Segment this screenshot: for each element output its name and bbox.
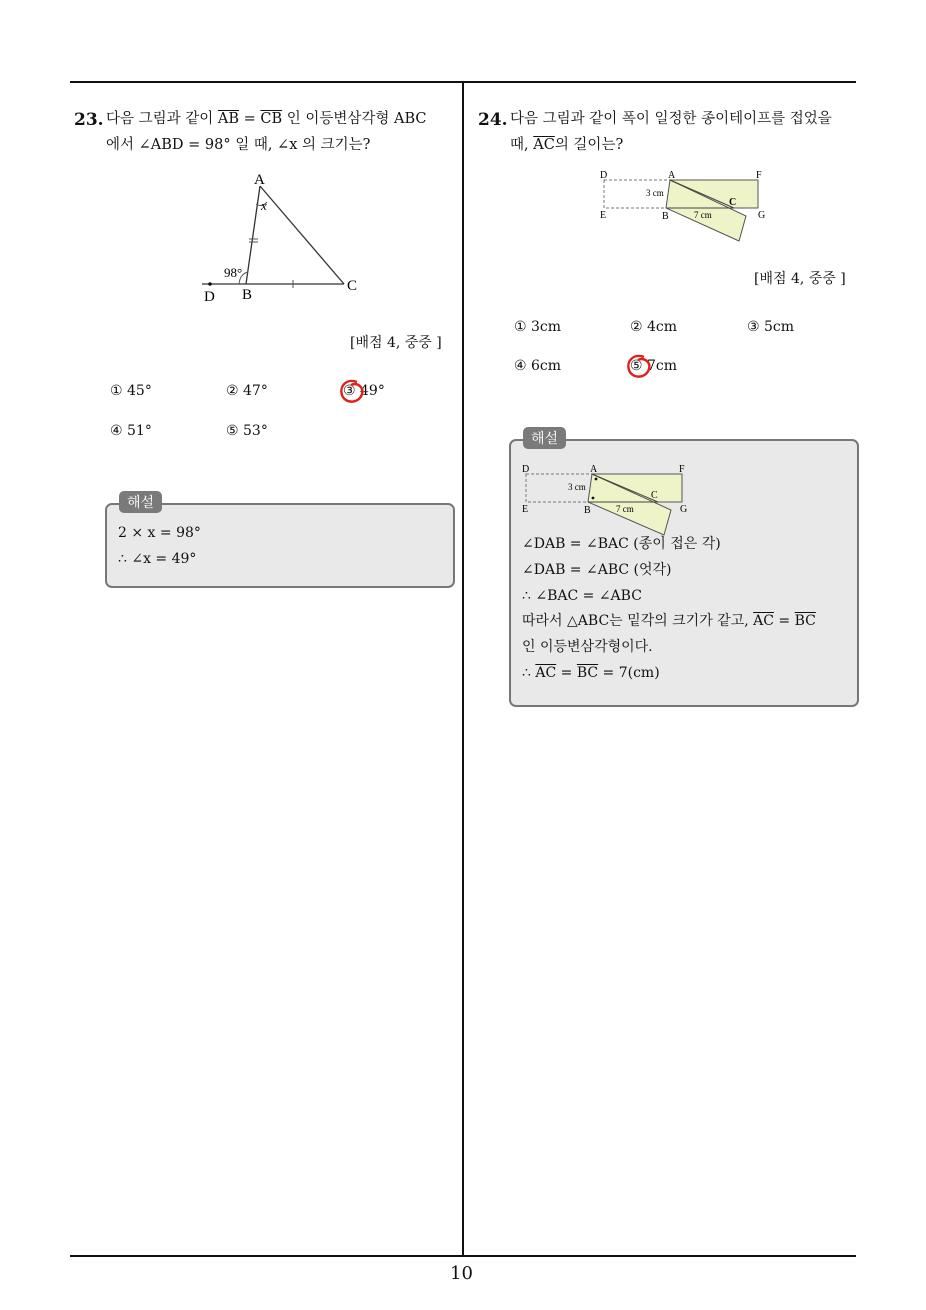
q24-label-g: G	[758, 210, 766, 221]
q23-segment-ab: $\overline{AB}$	[217, 111, 240, 127]
q24-solution-line2: ∠DAB = ∠ABC (엇각)	[522, 562, 672, 578]
q24-stem-line1: 다음 그림과 같이 폭이 일정한 종이테이프를 접었을	[510, 111, 832, 127]
q24-sol6-therefore: ∴	[522, 665, 536, 681]
q23-choice-1[interactable]: ① 45°	[110, 383, 152, 399]
q24-solution-line5: 인 이등변삼각형이다.	[522, 639, 653, 655]
q24-solution-figure	[518, 460, 698, 540]
q23-text-b: 인 이등변삼각형 ABC	[282, 111, 427, 127]
q24-solution-line6	[522, 660, 660, 686]
q23-side-ac	[260, 186, 344, 284]
q24-sol6-eq: =	[556, 665, 577, 681]
q24-label-a: A	[668, 170, 676, 181]
q24s-label-7cm: 7 cm	[616, 504, 634, 514]
q24-choice-3[interactable]: ③ 5cm	[747, 319, 795, 335]
column-divider	[462, 81, 464, 1257]
q23-label-x: x	[261, 198, 267, 213]
page-number: 10	[450, 1263, 473, 1284]
bottom-rule	[70, 1255, 856, 1257]
q24-label-e: E	[600, 210, 607, 221]
q23-number: 23.	[74, 110, 104, 130]
q24-score: [배점 4, 중중 ]	[754, 271, 846, 287]
q24s-label-a: A	[590, 464, 598, 475]
q23-stem-line1	[106, 106, 427, 133]
q24-tape-figure	[596, 166, 776, 246]
q24-text-a: 때,	[510, 137, 534, 153]
q24-sol4-seg-ac: $\overline{AC}$	[753, 613, 774, 629]
q24s-label-3cm: 3 cm	[568, 482, 586, 492]
q24s-angle-dot-a	[595, 478, 598, 481]
q23-stem-line2: 에서 ∠ABD = 98° 일 때, ∠x 의 크기는?	[106, 137, 371, 153]
q24-label-7cm: 7 cm	[694, 210, 712, 220]
q24-solution-tag: 해설	[523, 427, 566, 449]
q24s-label-c: C	[651, 490, 658, 501]
q23-solution-line2: ∴ ∠x = 49°	[118, 551, 197, 567]
q24s-angle-dot-b	[592, 497, 595, 500]
q23-choice-2[interactable]: ② 47°	[226, 383, 268, 399]
q23-answer-mark-icon	[335, 376, 367, 408]
q23-eq: =	[239, 111, 261, 127]
q24-solution-line1: ∠DAB = ∠BAC (종이 접은 각)	[522, 536, 721, 552]
q24s-label-f: F	[679, 464, 685, 475]
q24-label-d: D	[600, 170, 608, 181]
q24s-label-e: E	[522, 504, 529, 515]
q24-choice-5[interactable]: ⑤ 7cm	[630, 358, 678, 374]
q23-label-b: B	[242, 287, 253, 303]
q23-choice-3[interactable]: ③ 49°	[343, 383, 385, 399]
q23-score: [배점 4, 중중 ]	[350, 335, 442, 351]
q23-choice-4[interactable]: ④ 51°	[110, 423, 152, 439]
q24-sol4-eq: =	[773, 613, 795, 629]
q24s-label-b: B	[584, 505, 591, 516]
q24-label-3cm: 3 cm	[646, 188, 664, 198]
q23-side-ab	[246, 186, 260, 284]
q23-label-d: D	[204, 289, 215, 305]
q23-point-d	[208, 282, 212, 286]
q23-label-98: 98°	[224, 265, 243, 280]
q23-label-c: C	[347, 278, 358, 294]
q24-choice-2[interactable]: ② 4cm	[630, 319, 678, 335]
q23-text: 다음 그림과 같이	[106, 111, 218, 127]
q24-number: 24.	[478, 110, 508, 130]
q24-solution-line4	[522, 608, 816, 634]
q23-choice-5[interactable]: ⑤ 53°	[226, 423, 268, 439]
q23-triangle-figure	[190, 168, 370, 308]
q24-sol4-text: 따라서 △ABC는 밑각의 크기가 같고,	[522, 613, 754, 629]
q24-solution-line3: ∴ ∠BAC = ∠ABC	[522, 588, 642, 604]
q23-solution-line1: 2 × x = 98°	[118, 525, 201, 541]
q24-label-c: C	[729, 197, 737, 208]
q23-solution-tag: 해설	[119, 491, 162, 513]
q24s-label-g: G	[680, 504, 688, 515]
q24-choice-4[interactable]: ④ 6cm	[514, 358, 562, 374]
q24s-label-d: D	[522, 464, 530, 475]
q24-sol6-seg-ac: $\overline{AC}$	[535, 665, 557, 681]
q24-sol6-result: = 7(cm)	[598, 665, 660, 681]
q24-sol4-seg-bc: $\overline{BC}$	[794, 613, 816, 629]
q24-sol6-seg-bc: $\overline{BC}$	[576, 665, 599, 681]
q24-text-b: 의 길이는?	[554, 137, 624, 153]
q24-label-b: B	[662, 211, 669, 222]
q24-segment-ac: $\overline{AC}$	[533, 137, 555, 153]
q24-stem-line2	[510, 132, 623, 159]
q24-answer-mark-icon	[622, 351, 654, 383]
q24-label-f: F	[756, 170, 762, 181]
q23-label-a: A	[254, 172, 265, 188]
q24-choice-1[interactable]: ① 3cm	[514, 319, 562, 335]
q23-segment-cb: $\overline{CB}$	[260, 111, 283, 127]
